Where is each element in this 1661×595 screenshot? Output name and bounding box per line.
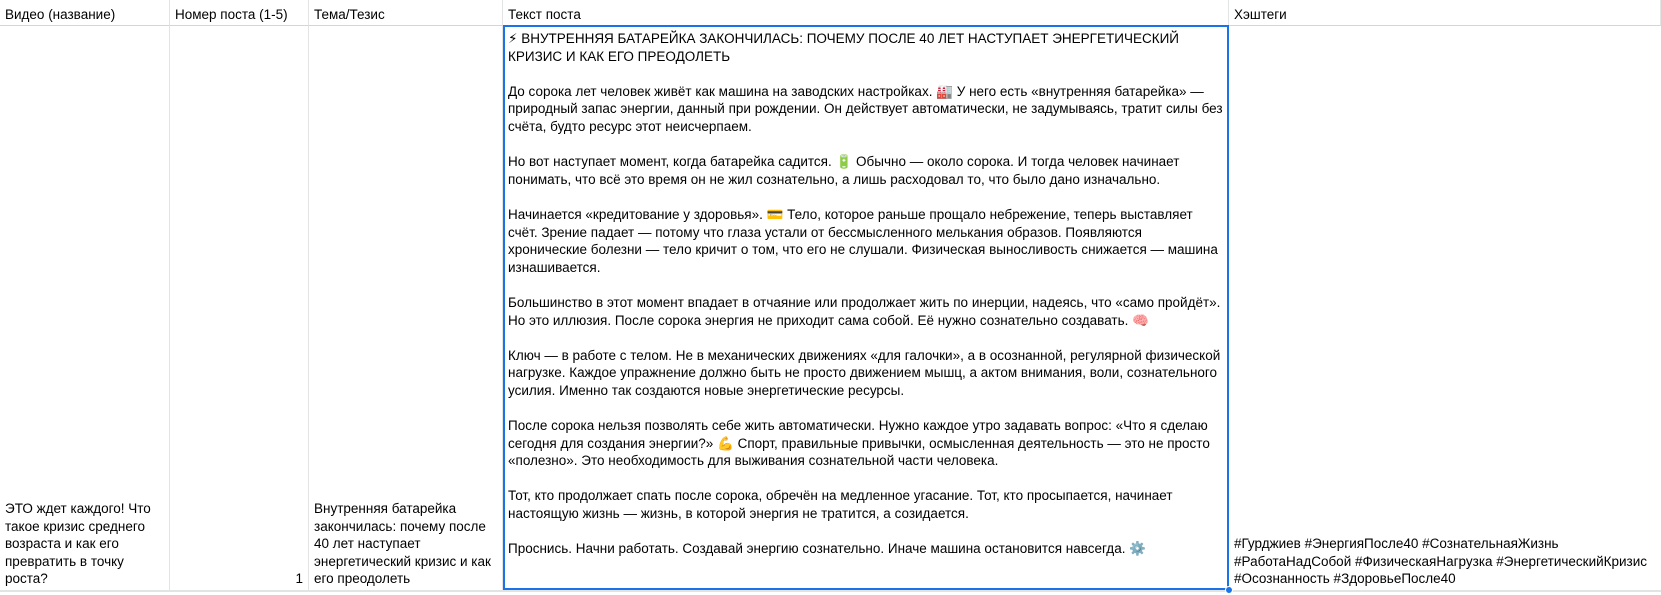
post-paragraph: Но вот наступает момент, когда батарейка садится. 🔋 Обычно — около сорока. И тогда человек начинает понимать, что всё это время он не жил сознательно, а лишь расходовал то, что было дано изначально. xyxy=(508,154,1180,187)
post-paragraph: Начинается «кредитование у здоровья». 💳 Тело, которое раньше прощало небрежение, теперь выставляет счёт. Зрение падает — потому что глаза устали от бессмысленного мелькания образов. Появляются хронические болезни — тело кричит о том, что его не слушали. Физическая выносливость снижается — машина изнашивается. xyxy=(508,206,1218,275)
post-paragraph: До сорока лет человек живёт как машина на заводских настройках. 🏭 У него есть «внутренняя батарейка» — природный запас энергии, данный при рождении. Он действует автоматически, не задумываясь, тратит силы без счёта, будто ресурс этот неисчерпаем. xyxy=(508,83,1223,134)
header-post-text-label: Текст поста xyxy=(508,7,581,22)
post-paragraph: Проснись. Начни работать. Создавай энергию сознательно. Иначе машина остановится навсегда. ⚙️ xyxy=(508,541,1147,557)
header-cell-post-text[interactable] xyxy=(503,0,1229,26)
row-divider xyxy=(0,591,1661,592)
cell-post-number[interactable] xyxy=(170,26,309,591)
header-post-number-label: Номер поста (1-5) xyxy=(175,7,288,22)
cell-hashtags[interactable] xyxy=(1229,26,1661,591)
post-paragraph: После сорока нельзя позволять себе жить автоматически. Нужно каждое утро задавать вопрос: «Что я сделаю сегодня для создания энергии?» 💪 Спорт, правильные привычки, осмысленная деятельность — это не просто «полезно». Это необходимость для выживания сознательной части человека. xyxy=(508,418,1210,469)
post-paragraph: ⚡ ВНУТРЕННЯЯ БАТАРЕЙКА ЗАКОНЧИЛАСЬ: ПОЧЕМУ ПОСЛЕ 40 ЛЕТ НАСТУПАЕТ ЭНЕРГЕТИЧЕСКИЙ КРИЗИС И КАК ЕГО ПРЕОДОЛЕТЬ xyxy=(508,31,1179,64)
fill-handle[interactable] xyxy=(1225,586,1233,594)
video-title-text: ЭТО ждет каждого! Что такое кризис среднего возраста и как его превратить в точку роста? xyxy=(5,501,151,587)
header-cell-video[interactable] xyxy=(0,0,170,26)
cell-video-title[interactable] xyxy=(0,26,170,591)
header-cell-hashtags[interactable] xyxy=(1229,0,1661,26)
header-theme-label: Тема/Тезис xyxy=(314,7,385,22)
header-cell-theme[interactable] xyxy=(309,0,503,26)
theme-text: Внутренняя батарейка закончилась: почему после 40 лет наступает энергетический кризис и как его преодолеть xyxy=(314,501,491,587)
header-hashtags-label: Хэштеги xyxy=(1234,7,1287,22)
post-paragraph: Большинство в этот момент впадает в отчаяние или продолжает жить по инерции, надеясь, что «само пройдёт». Но это иллюзия. После сорока энергия не приходит сама собой. Её нужно сознательно создавать. 🧠 xyxy=(508,294,1221,328)
cell-theme[interactable] xyxy=(309,26,503,591)
header-video-label: Видео (название) xyxy=(5,7,116,22)
header-cell-post-number[interactable] xyxy=(170,0,309,26)
hashtags-text: #Гурджиев #ЭнергияПосле40 #СознательнаяЖизнь #РаботаНадСобой #ФизическаяНагрузка #ЭнергетическийКризис #Осознанность #ЗдоровьеПосле40 xyxy=(1234,536,1648,587)
post-paragraph: Тот, кто продолжает спать после сорока, обречён на медленное угасание. Тот, кто просыпается, начинает настоящую жизнь — жизнь, в которой энергия не тратится, а созидается. xyxy=(508,488,1173,522)
cell-post-text[interactable] xyxy=(503,26,1229,591)
post-number-value: 1 xyxy=(295,571,303,587)
post-paragraph: Ключ — в работе с телом. Не в механических движениях «для галочки», а в осознанной, регулярной физической нагрузке. Каждое упражнение должно быть не просто движением мышц, а актом внимания, воли, сознательного усилия. Именно так создаются новые энергетические ресурсы. xyxy=(508,347,1221,398)
